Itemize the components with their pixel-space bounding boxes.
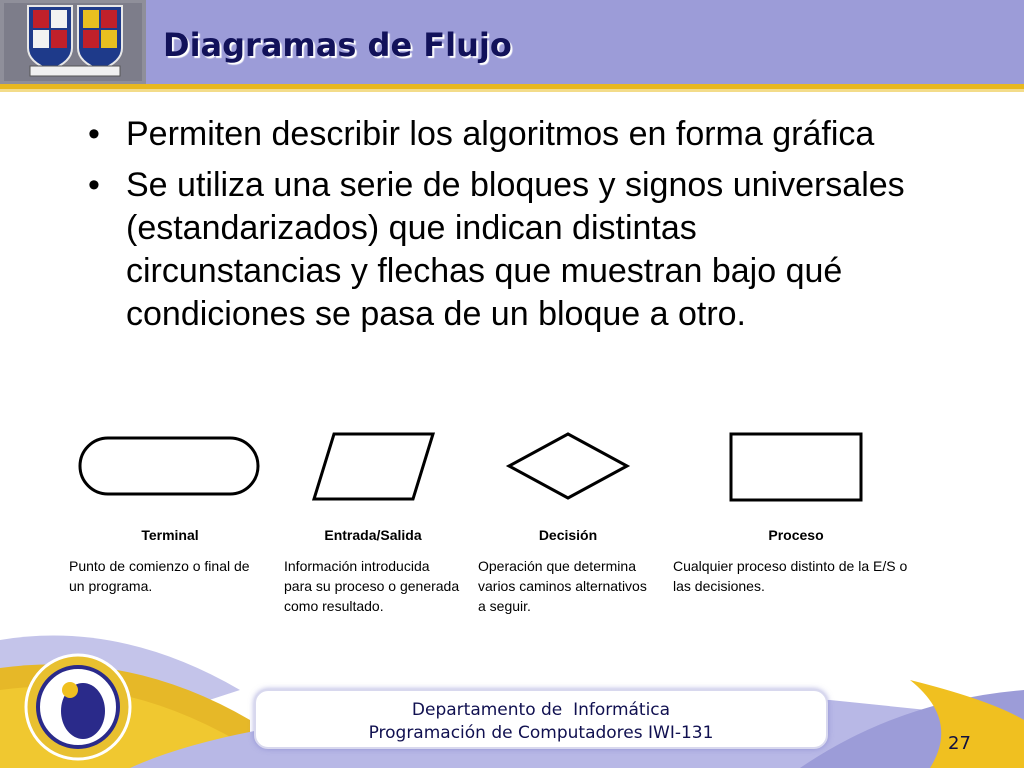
entrada-salida-description: Información introducida para su proceso o generada como resultado. <box>284 558 460 614</box>
page-number: 27 <box>948 733 971 754</box>
proceso-description: Cualquier proceso distinto de la E/S o las decisiones. <box>673 558 908 594</box>
proceso-title: Proceso <box>768 527 824 543</box>
bullet-text: Se utiliza una serie de bloques y signos universales (estandarizados) que indican distintas circunstancias y flechas que muestran bajo qué condiciones se pasa de un bloque a otro. <box>126 166 905 333</box>
entrada-salida-title: Entrada/Salida <box>324 527 422 543</box>
bullet-icon: • <box>88 115 100 153</box>
terminal-description: Punto de comienzo o final de un programa. <box>69 558 250 594</box>
footer-label <box>254 689 828 749</box>
footer-course: Programación de Computadores IWI-131 <box>368 723 714 743</box>
decision-description: Operación que determina varios caminos alternativos a seguir. <box>478 558 647 614</box>
terminal-title: Terminal <box>141 527 199 543</box>
decision-title: Decisión <box>538 527 598 543</box>
bullet-text: Permiten describir los algoritmos en forma gráfica <box>126 115 875 153</box>
slide-title: Diagramas de Flujo <box>163 26 512 64</box>
department-logo-dot <box>62 682 78 698</box>
footer-department: Departamento de Informática <box>411 700 671 720</box>
bullet-icon: • <box>88 166 100 204</box>
